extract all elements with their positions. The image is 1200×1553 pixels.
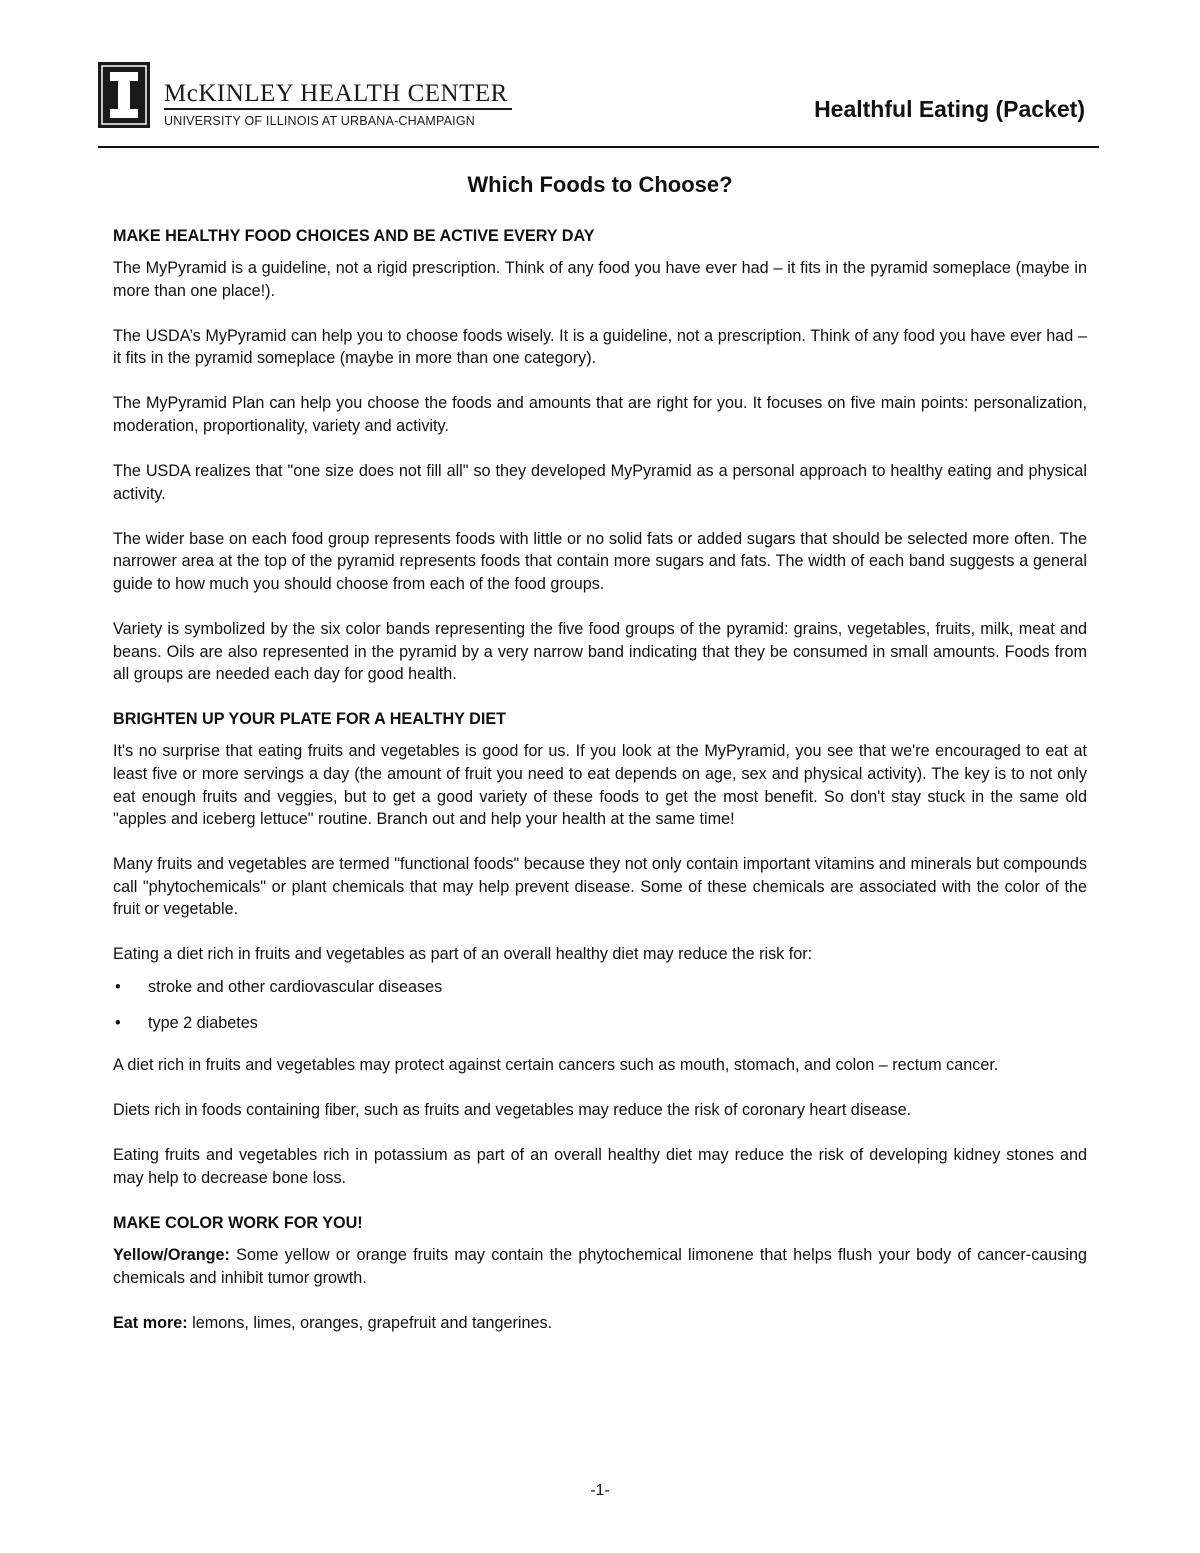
list-item-text: stroke and other cardiovascular diseases (148, 978, 443, 997)
paragraph: Many fruits and vegetables are termed "functional foods" because they not only contain important vitamins and minerals but compounds call "phytochemicals" or plant chemicals that may help prevent disease. Some of these chemicals are associated with the color of the fruit or vegetable. (113, 855, 1087, 919)
paragraph: The MyPyramid Plan can help you choose the foods and amounts that are right for you. It focuses on five main points: personalization, moderation, proportionality, variety and activity. (113, 394, 1087, 435)
paragraph: Eating fruits and vegetables rich in potassium as part of an overall healthy diet may reduce the risk of developing kidney stones and may help to decrease bone loss. (113, 1146, 1087, 1188)
paragraph: Eating a diet rich in fruits and vegetables as part of an overall healthy diet may reduce the risk for: (113, 945, 813, 964)
paragraph: Variety is symbolized by the six color bands representing the five food groups of the pyramid: grains, vegetables, fruits, milk, meat and beans. Oils are also represented in the pyramid by a very narrow band indicating that they be consumed in small amounts. Foods from all groups are needed each day for good health. (113, 620, 1087, 684)
list-item (113, 976, 1087, 999)
page-header (98, 60, 1098, 150)
header-divider (98, 146, 1099, 148)
paragraph: Diets rich in foods containing fiber, such as fruits and vegetables may reduce the risk of coronary heart disease. (113, 1101, 912, 1120)
organization-name: McKINLEY HEALTH CENTER (164, 80, 508, 107)
packet-title: Healthful Eating (Packet) (814, 96, 1085, 122)
paragraph: The wider base on each food group represents foods with little or no solid fats or added sugars that should be selected more often. The narrower area at the top of the pyramid represents foods that contain more sugars and fats. The width of each band suggests a general guide to how much you should choose from each of the food groups. (113, 529, 1087, 593)
yellow-orange-text: Some yellow or orange fruits may contain the phytochemical limonene that helps flush your body of cancer-causing chemicals and inhibit tumor growth. (113, 1246, 1087, 1287)
section-heading: BRIGHTEN UP YOUR PLATE FOR A HEALTHY DIET (113, 710, 507, 729)
paragraph: It's no surprise that eating fruits and vegetables is good for us. If you look at the MyPyramid, you see that we're encouraged to eat at least five or more servings a day (the amount of fruit you need to eat depends on age, sex and physical activity). The key is to not only eat enough fruits and veggies, but to get a good variety of these foods to get the most benefit. So don't stay stuck in the same old "apples and iceberg lettuce" routine. Branch out and help your health at the same time! (113, 742, 1087, 829)
risk-list (113, 976, 1087, 1034)
paragraph: The MyPyramid is a guideline, not a rigid prescription. Think of any food you have ever had – it fits in the pyramid someplace (maybe in more than one place!). (113, 259, 1087, 300)
eat-more-label: Eat more: (113, 1313, 188, 1332)
paragraph (113, 1312, 1087, 1335)
section-heading: MAKE COLOR WORK FOR YOU! (113, 1214, 363, 1233)
list-item (113, 1012, 1087, 1035)
document-body (113, 225, 1087, 1357)
university-logo-icon (98, 62, 150, 128)
paragraph (113, 1244, 1087, 1289)
page-number: -1- (590, 1482, 610, 1499)
paragraph: The USDA’s MyPyramid can help you to choose foods wisely. It is a guideline, not a prescription. Think of any food you have ever had – it fits in the pyramid someplace (maybe in more than one category). (113, 326, 1087, 368)
logo-divider (164, 108, 512, 110)
list-item-text: type 2 diabetes (148, 1013, 258, 1032)
paragraph: A diet rich in fruits and vegetables may protect against certain cancers such as mouth, stomach, and colon – rectum cancer. (113, 1056, 999, 1075)
organization-subtitle: UNIVERSITY OF ILLINOIS AT URBANA-CHAMPAIGN (164, 114, 476, 128)
section-heading: MAKE HEALTHY FOOD CHOICES AND BE ACTIVE EVERY DAY (113, 227, 595, 245)
eat-more-text: lemons, limes, oranges, grapefruit and tangerines. (187, 1313, 553, 1332)
bullet-icon: • (115, 1013, 121, 1032)
paragraph: The USDA realizes that "one size does not fill all" so they developed MyPyramid as a personal approach to healthy eating and physical activity. (113, 462, 1087, 503)
page-title: Which Foods to Choose? (467, 172, 733, 197)
yellow-orange-label: Yellow/Orange: (113, 1246, 230, 1265)
bullet-icon: • (115, 978, 121, 997)
